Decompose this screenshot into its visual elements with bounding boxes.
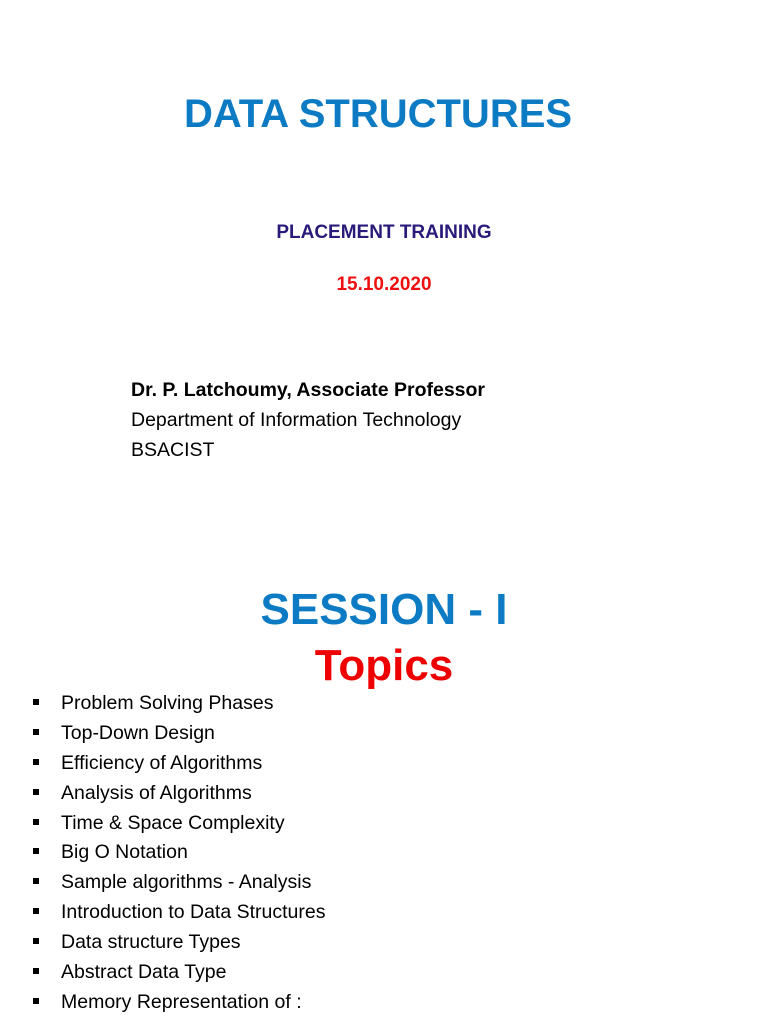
topics-slide — [0, 580, 768, 1024]
author-name: Dr. P. Latchoumy, Associate Professor — [131, 379, 486, 401]
square-bullet-icon — [33, 819, 39, 825]
topic-label: Top-Down Design — [61, 721, 215, 744]
topic-label: Big O Notation — [61, 841, 188, 864]
slide-date: 15.10.2020 — [336, 274, 432, 295]
slide-subtitle: PLACEMENT TRAINING — [276, 222, 492, 243]
topic-label: Introduction to Data Structures — [61, 901, 326, 924]
slide-title: DATA STRUCTURES — [183, 92, 573, 136]
topic-label: Sample algorithms - Analysis — [61, 871, 312, 894]
square-bullet-icon — [33, 848, 39, 854]
topic-label: Time & Space Complexity — [61, 811, 285, 834]
topic-label: Abstract Data Type — [61, 961, 227, 984]
author-institution: BSACIST — [131, 439, 215, 461]
session-title: SESSION - I — [260, 585, 508, 634]
topic-label: Memory Representation of : — [61, 990, 302, 1013]
square-bullet-icon — [33, 938, 39, 944]
author-block — [131, 375, 485, 465]
topic-label: Analysis of Algorithms — [61, 781, 252, 804]
square-bullet-icon — [33, 998, 39, 1004]
square-bullet-icon — [33, 878, 39, 884]
topic-label: Efficiency of Algorithms — [61, 751, 263, 774]
square-bullet-icon — [33, 908, 39, 914]
square-bullet-icon — [33, 759, 39, 765]
square-bullet-icon — [33, 789, 39, 795]
square-bullet-icon — [33, 729, 39, 735]
square-bullet-icon — [33, 968, 39, 974]
topic-label: Data structure Types — [61, 931, 241, 954]
square-bullet-icon — [33, 699, 39, 705]
topic-label: Problem Solving Phases — [61, 692, 274, 714]
topics-heading: Topics — [314, 641, 454, 690]
author-department: Department of Information Technology — [131, 409, 462, 431]
